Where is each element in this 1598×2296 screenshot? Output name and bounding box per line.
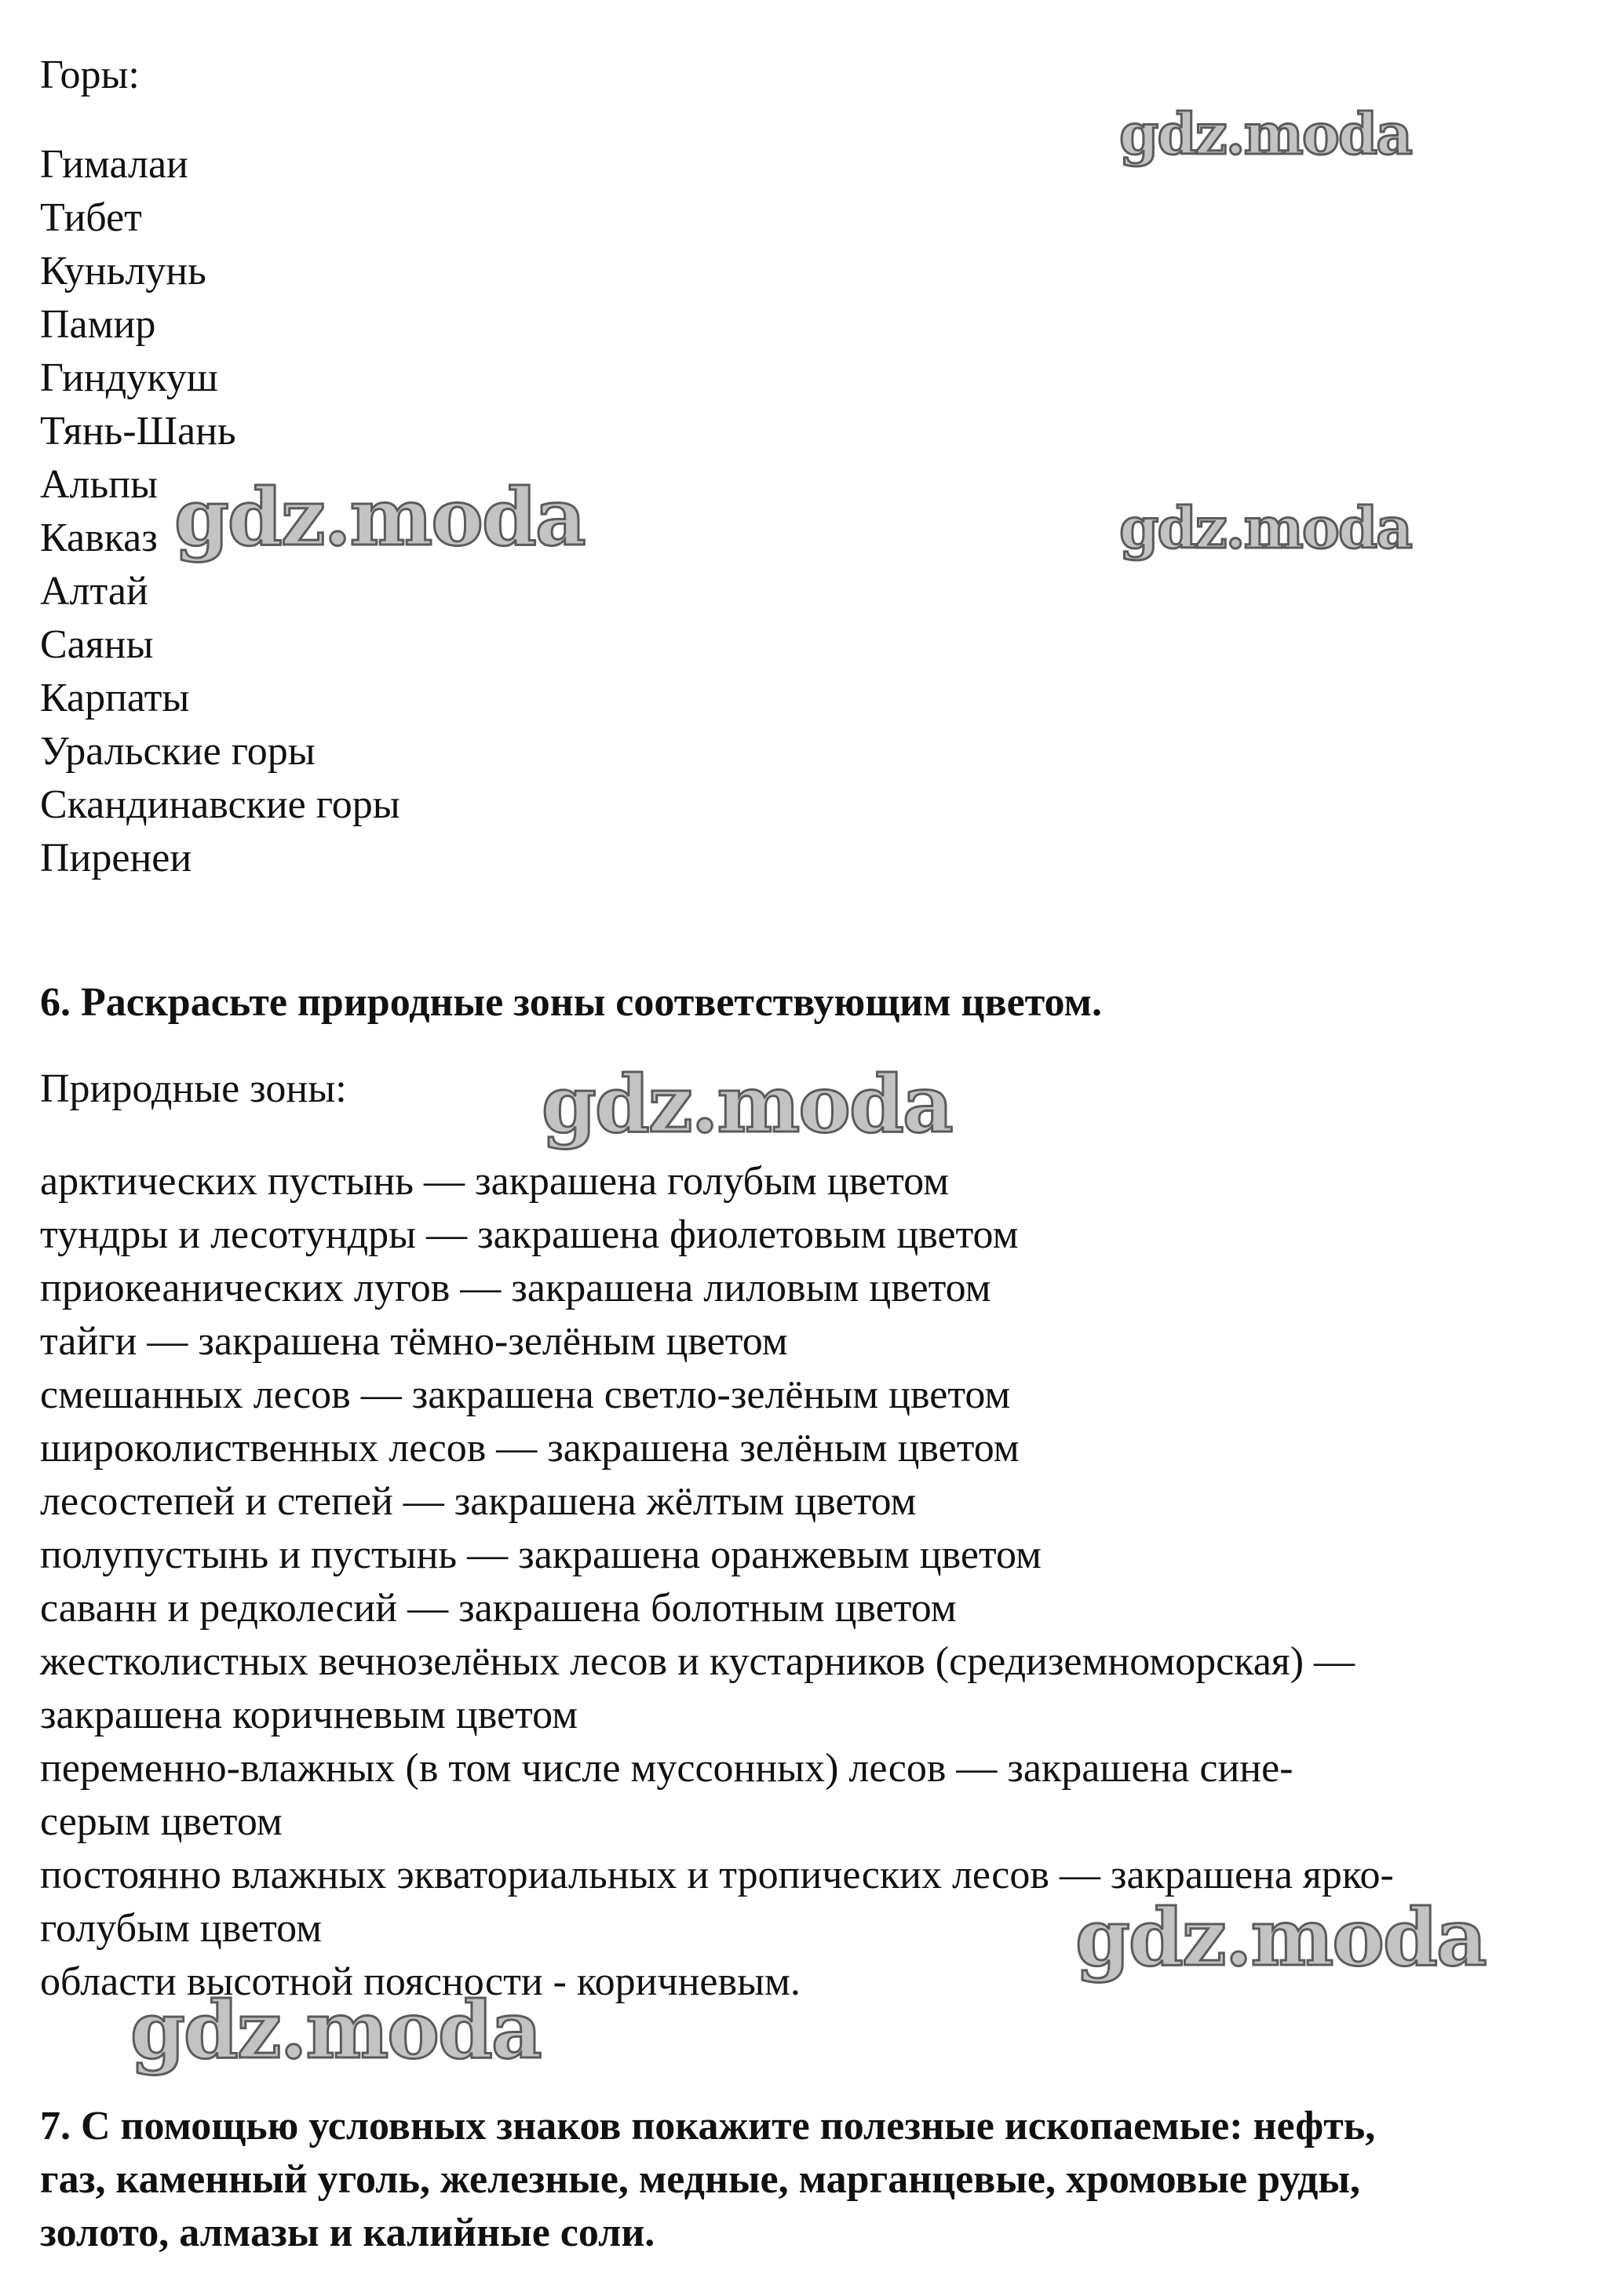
zone-line: полупустынь и пустынь — закрашена оранжевым цветом xyxy=(40,1532,1042,1577)
mountain-item: Уральские горы xyxy=(40,729,316,774)
mountain-item: Карпаты xyxy=(40,676,190,720)
mountains-heading: Горы: xyxy=(40,53,140,97)
mountain-item: Куньлунь xyxy=(40,249,206,293)
zone-line: широколиственных лесов — закрашена зелёным цветом xyxy=(40,1426,1020,1471)
watermark: gdz.moda xyxy=(130,1984,541,2076)
mountain-item: Пиренеи xyxy=(40,836,192,880)
task7-line: 7. С помощью условных знаков покажите полезные ископаемые: нефть, xyxy=(40,2104,1376,2148)
zone-line: переменно-влажных (в том числе муссонных) лесов — закрашена сине- xyxy=(40,1746,1293,1791)
zone-line: закрашена коричневым цветом xyxy=(40,1693,578,1737)
watermark: gdz.moda xyxy=(1119,100,1411,167)
mountain-item: Гиндукуш xyxy=(40,355,218,400)
zone-line: тайги — закрашена тёмно-зелёным цветом xyxy=(40,1319,788,1364)
zone-line: голубым цветом xyxy=(40,1906,323,1951)
zone-line: области высотной поясности - коричневым. xyxy=(40,1959,801,2004)
task7-line: газ, каменный уголь, железные, медные, марганцевые, хромовые руды, xyxy=(40,2157,1360,2202)
watermark: gdz.moda xyxy=(1119,494,1411,561)
zone-line: саванн и редколесий — закрашена болотным цветом xyxy=(40,1586,957,1631)
mountain-item: Саяны xyxy=(40,622,154,667)
zone-line: арктических пустынь — закрашена голубым цветом xyxy=(40,1159,950,1204)
mountain-item: Тибет xyxy=(40,195,142,240)
zone-line: смешанных лесов — закрашена светло-зелёным цветом xyxy=(40,1372,1011,1417)
zone-line: постоянно влажных экваториальных и тропических лесов — закрашена ярко- xyxy=(40,1853,1394,1897)
mountain-item: Тянь-Шань xyxy=(40,409,236,454)
mountain-item: Скандинавские горы xyxy=(40,782,400,827)
mountain-item: Памир xyxy=(40,302,156,347)
mountain-item: Алтай xyxy=(40,569,148,614)
task6-subheading: Природные зоны: xyxy=(40,1066,347,1111)
zone-line: лесостепей и степей — закрашена жёлтым цветом xyxy=(40,1479,917,1524)
mountain-item: Альпы xyxy=(40,462,158,507)
mountain-item: Кавказ xyxy=(40,516,158,560)
watermark: gdz.moda xyxy=(542,1058,952,1150)
zone-line: тундры и лесотундры — закрашена фиолетовым цветом xyxy=(40,1212,1019,1257)
mountain-item: Гималаи xyxy=(40,142,188,187)
task7-line: золото, алмазы и калийные соли. xyxy=(40,2210,655,2255)
watermark: gdz.moda xyxy=(174,471,585,563)
zone-line: жестколистных вечнозелёных лесов и кустарников (средиземноморская) — xyxy=(40,1639,1355,1684)
watermark: gdz.moda xyxy=(1075,1891,1486,1984)
zone-line: серым цветом xyxy=(40,1799,283,1844)
task6-title: 6. Раскрасьте природные зоны соответствующим цветом. xyxy=(40,980,1102,1025)
zone-line: приокеанических лугов — закрашена лиловым цветом xyxy=(40,1266,991,1310)
